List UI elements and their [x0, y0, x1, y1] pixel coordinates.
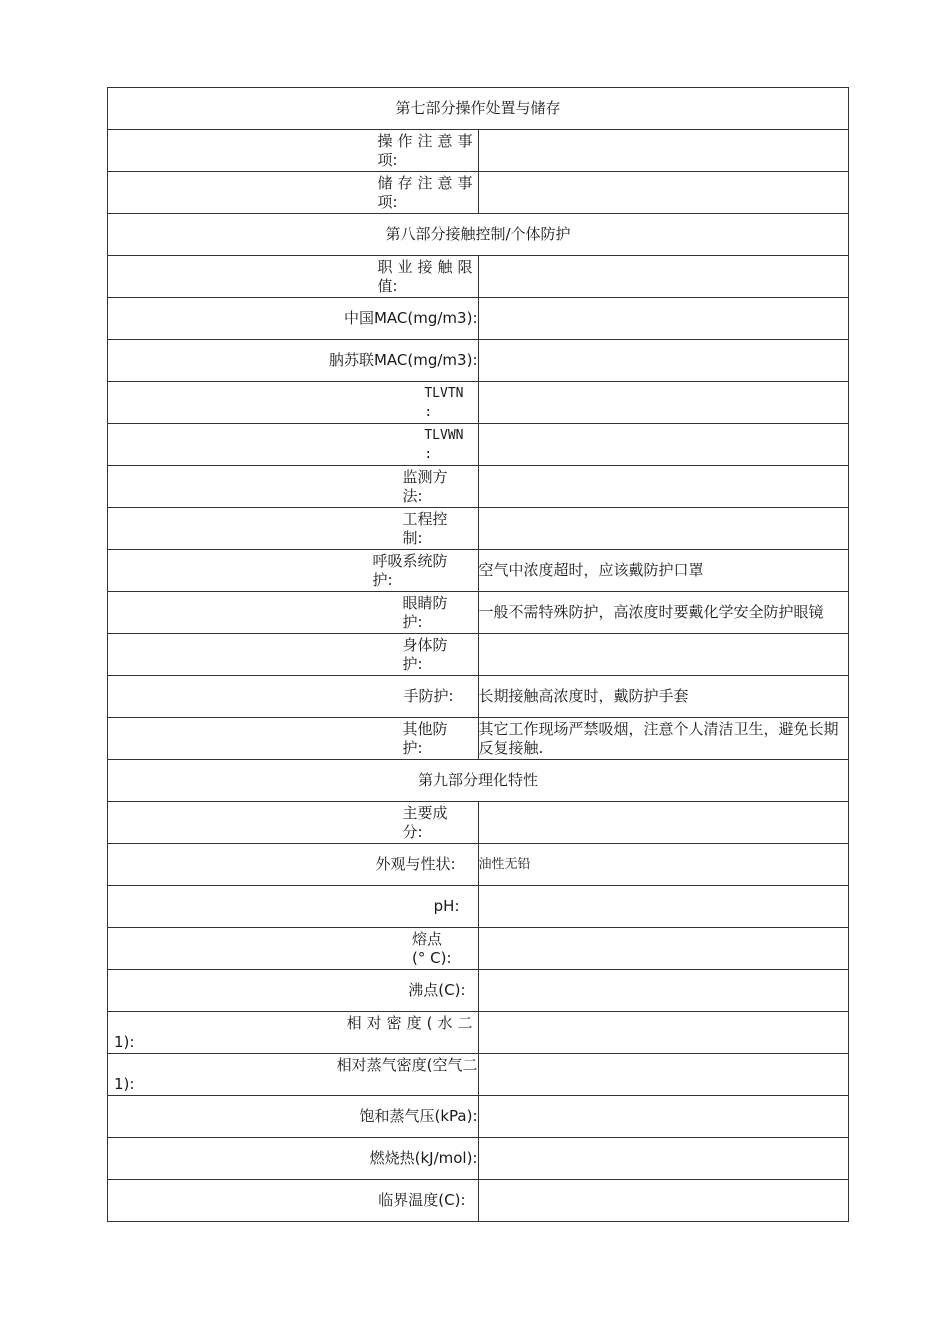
label-hand: 手防护: — [108, 676, 479, 718]
value-boiling — [478, 970, 849, 1012]
label-boiling: 沸点(C): — [108, 970, 479, 1012]
value-appearance: 油性无铅 — [478, 844, 849, 886]
table-row — [108, 886, 849, 928]
section-header-row — [108, 760, 849, 802]
table-row — [108, 298, 849, 340]
table-row — [108, 256, 849, 298]
value-respiratory: 空气中浓度超时，应该戴防护口罩 — [478, 550, 849, 592]
table-row — [108, 676, 849, 718]
table-row — [108, 1138, 849, 1180]
value-occ-limit — [478, 256, 849, 298]
label-appearance: 外观与性状: — [108, 844, 479, 886]
label-main-comp: 主要成 分: — [108, 802, 479, 844]
table-row — [108, 592, 849, 634]
section-header-row — [108, 214, 849, 256]
table-row — [108, 928, 849, 970]
label-respiratory: 呼吸系统防 护: — [108, 550, 479, 592]
table-row — [108, 382, 849, 424]
label-melting: 熔点 (° C): — [108, 928, 479, 970]
value-op-notes — [478, 130, 849, 172]
label-op-notes: 操作注意事 项: — [108, 130, 479, 172]
msds-table — [107, 87, 849, 1222]
table-row — [108, 802, 849, 844]
label-sat-vapor: 饱和蒸气压(kPa): — [108, 1096, 479, 1138]
table-row — [108, 508, 849, 550]
value-melting — [478, 928, 849, 970]
value-monitoring — [478, 466, 849, 508]
section-header-row — [108, 88, 849, 130]
value-engineering — [478, 508, 849, 550]
label-combustion: 燃烧热(kJ/mol): — [108, 1138, 479, 1180]
table-row — [108, 1012, 849, 1054]
value-ph — [478, 886, 849, 928]
label-other: 其他防 护: — [108, 718, 479, 760]
value-vapor-density — [478, 1054, 849, 1096]
value-storage-notes — [478, 172, 849, 214]
label-engineering: 工程控 制: — [108, 508, 479, 550]
table-row — [108, 340, 849, 382]
table-row — [108, 970, 849, 1012]
label-body: 身体防 护: — [108, 634, 479, 676]
value-combustion — [478, 1138, 849, 1180]
table-row — [108, 172, 849, 214]
label-china-mac: 中国MAC(mg/m3): — [108, 298, 479, 340]
section-7-title: 第七部分操作处置与储存 — [108, 88, 849, 130]
table-row — [108, 718, 849, 760]
table-row — [108, 424, 849, 466]
label-monitoring: 监测方 法: — [108, 466, 479, 508]
label-occ-limit: 职业接触限 值: — [108, 256, 479, 298]
value-eye: 一般不需特殊防护，高浓度时要戴化学安全防护眼镜 — [478, 592, 849, 634]
label-ph: pH: — [108, 886, 479, 928]
value-tlvwn — [478, 424, 849, 466]
label-eye: 眼睛防 护: — [108, 592, 479, 634]
value-other: 其它工作现场严禁吸烟，注意个人清洁卫生，避免长期反复接触. — [478, 718, 849, 760]
value-china-mac — [478, 298, 849, 340]
table-row — [108, 844, 849, 886]
label-tlvtn: TLVTN : — [108, 382, 479, 424]
value-body — [478, 634, 849, 676]
value-ussr-mac — [478, 340, 849, 382]
label-critical-temp: 临界温度(C): — [108, 1180, 479, 1222]
table-row — [108, 130, 849, 172]
value-critical-temp — [478, 1180, 849, 1222]
value-tlvtn — [478, 382, 849, 424]
label-vapor-density: 相对蒸气密度(空气二 1): — [108, 1054, 479, 1096]
label-tlvwn: TLVWN : — [108, 424, 479, 466]
value-rel-density — [478, 1012, 849, 1054]
section-8-title: 第八部分接触控制/个体防护 — [108, 214, 849, 256]
value-main-comp — [478, 802, 849, 844]
table-row — [108, 1054, 849, 1096]
label-storage-notes: 储存注意事 项: — [108, 172, 479, 214]
table-row — [108, 634, 849, 676]
label-ussr-mac: 肭苏联MAC(mg/m3): — [108, 340, 479, 382]
table-row — [108, 1096, 849, 1138]
label-rel-density: 相对密度(水二 1): — [108, 1012, 479, 1054]
section-9-title: 第九部分理化特性 — [108, 760, 849, 802]
value-hand: 长期接触高浓度时，戴防护手套 — [478, 676, 849, 718]
table-row — [108, 466, 849, 508]
value-sat-vapor — [478, 1096, 849, 1138]
table-row — [108, 550, 849, 592]
table-row — [108, 1180, 849, 1222]
